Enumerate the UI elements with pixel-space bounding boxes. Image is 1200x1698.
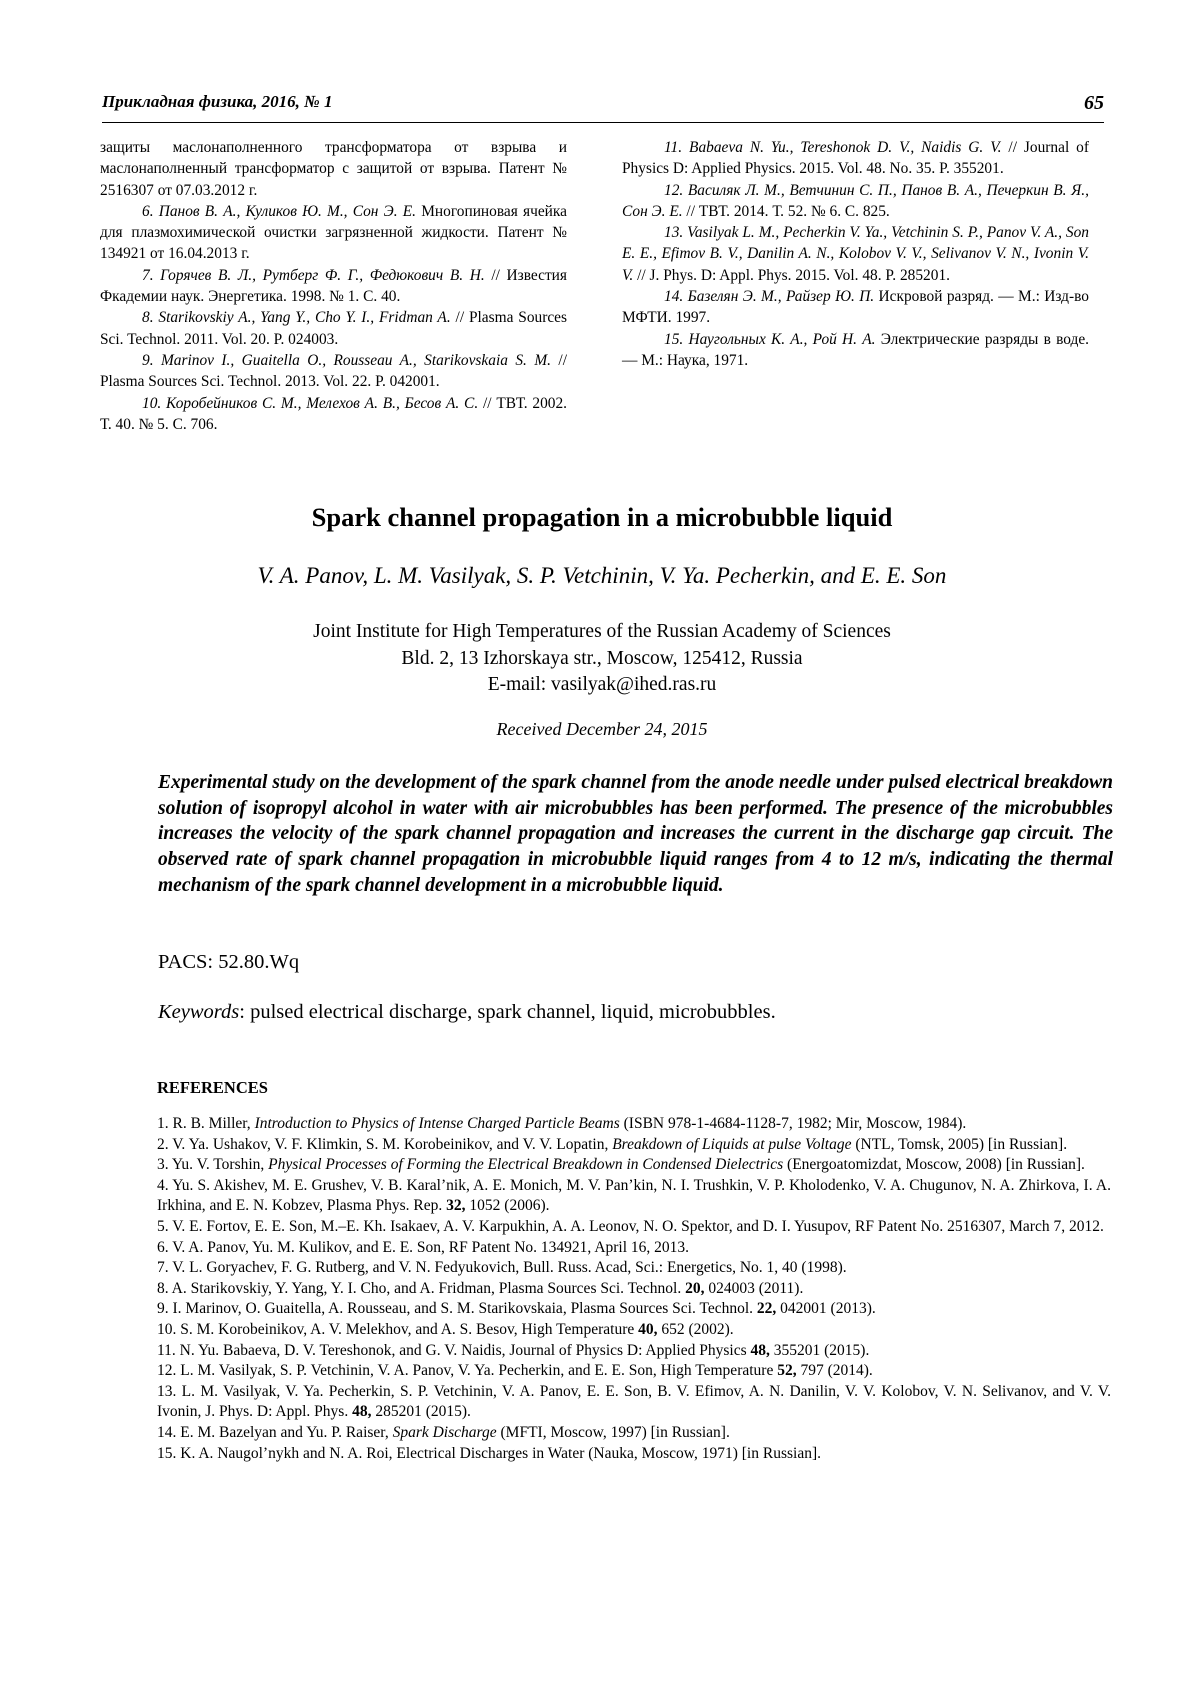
reference-item xyxy=(157,1135,1111,1156)
reference-pre: 12. L. M. Vasilyak, S. P. Vetchinin, V. A. Panov, V. Ya. Pecherkin, and E. E. Son, High Temperature xyxy=(157,1362,778,1380)
reference-bold: 48, xyxy=(352,1403,372,1421)
prev-ref-text: Искровой разряд. — М.: Изд-во МФТИ. 1997. xyxy=(622,288,1089,327)
references-list xyxy=(157,1114,1111,1464)
reference-pre: 5. V. E. Fortov, E. E. Son, M.–E. Kh. Isakaev, A. V. Karpukhin, A. A. Leonov, N. O. Spektor, and D. I. Yusupov, RF Patent No. 2516307, March 7, 2012. xyxy=(157,1217,1104,1235)
reference-item xyxy=(157,1258,1111,1279)
reference-pre: 14. E. M. Bazelyan and Yu. P. Raiser, xyxy=(157,1423,393,1441)
reference-item xyxy=(157,1176,1111,1217)
reference-pre: 8. A. Starikovskiy, Y. Yang, Y. I. Cho, and A. Fridman, Plasma Sources Sci. Technol. xyxy=(157,1279,686,1297)
received-date: Received December 24, 2015 xyxy=(496,719,708,739)
prev-ref-text: // ТВТ. 2014. Т. 52. № 6. С. 825. xyxy=(682,202,890,220)
reference-pre: 6. V. A. Panov, Yu. M. Kulikov, and E. E. Son, RF Patent No. 134921, April 16, 2013. xyxy=(157,1238,690,1256)
reference-post: 652 (2002). xyxy=(657,1320,734,1338)
prev-ref-item xyxy=(100,350,567,393)
reference-item xyxy=(157,1382,1111,1423)
prev-ref-item xyxy=(622,137,1089,180)
prev-ref-item xyxy=(100,393,567,436)
prev-ref-text: Многопиновая ячейка для плазмохимической очистки загрязненной жидкости. Патент № 134921 от 16.04.2013 г. xyxy=(100,202,567,263)
reference-pre: 7. V. L. Goryachev, F. G. Rutberg, and V. N. Fedyukovich, Bull. Russ. Acad, Sci.: Energetics, No. 1, 40 (1998). xyxy=(157,1259,847,1277)
article-title: Spark channel propagation in a microbubble liquid xyxy=(311,502,893,532)
reference-bold: 32, xyxy=(446,1197,466,1215)
reference-it: Physical Processes of Forming the Electrical Breakdown in Condensed Dielectrics xyxy=(268,1156,784,1174)
reference-item xyxy=(157,1217,1111,1238)
prev-ref-item xyxy=(622,329,1089,372)
keywords-text: : pulsed electrical discharge, spark channel, liquid, microbubbles. xyxy=(239,1001,776,1023)
header-rule xyxy=(102,122,1104,123)
reference-pre: 3. Yu. V. Torshin, xyxy=(157,1156,269,1174)
affiliation-email: E-mail: vasilyak@ihed.ras.ru xyxy=(487,674,717,695)
prev-ref-text: // Plasma Sources Sci. Technol. 2011. Vol. 20. P. 024003. xyxy=(100,309,567,348)
reference-post: (ISBN 978-1-4684-1128-7, 1982; Mir, Moscow, 1984). xyxy=(619,1115,967,1132)
reference-item xyxy=(157,1238,1111,1259)
prev-ref-authors: 11. Babaeva N. Yu., Tereshonok D. V., Naidis G. V. xyxy=(664,139,1002,156)
prev-ref-item xyxy=(622,180,1089,223)
reference-bold: 52, xyxy=(777,1362,797,1380)
reference-item xyxy=(157,1423,1111,1444)
reference-post: 285201 (2015). xyxy=(371,1403,471,1421)
reference-item xyxy=(157,1320,1111,1341)
reference-post: 042001 (2013). xyxy=(776,1300,876,1318)
reference-it: Spark Discharge xyxy=(392,1423,497,1441)
reference-item xyxy=(157,1279,1111,1300)
prev-ref-item xyxy=(100,201,567,265)
prev-ref-authors: 10. Коробейников С. М., Мелехов А. В., Бесов А. С. xyxy=(142,394,479,412)
abstract: Experimental study on the development of the spark channel from the anode needle under pulsed electrical breakdown solution of isopropyl alcohol in water with air microbubbles has been performed. The presence of the microbubbles increases the velocity of the spark channel propagation and increases the current in the discharge gap circuit. The observed rate of spark channel propagation in microbubble liquid ranges from 4 to 12 m/s, indicating the thermal mechanism of the spark channel development in a microbubble liquid. xyxy=(158,772,1113,896)
reference-post: 797 (2014). xyxy=(796,1362,873,1380)
reference-post: 1052 (2006). xyxy=(465,1197,550,1215)
prev-ref-authors: 9. Marinov I., Guaitella O., Rousseau A., Starikovskaia S. M. xyxy=(142,351,551,369)
journal-title: Прикладная физика, 2016, № 1 xyxy=(102,92,333,111)
article-authors: V. A. Panov, L. M. Vasilyak, S. P. Vetchinin, V. Ya. Pecherkin, and E. E. Son xyxy=(257,563,947,588)
prev-ref-authors: 7. Горячев В. Л., Рутберг Ф. Г., Федюкович В. Н. xyxy=(142,266,485,284)
reference-pre: 1. R. B. Miller, xyxy=(157,1115,255,1132)
prev-ref-text: // Journal of Physics D: Applied Physics. 2015. Vol. 48. No. 35. P. 355201. xyxy=(622,139,1089,178)
prev-ref-item xyxy=(100,265,567,308)
prev-ref-authors: 13. Vasilyak L. M., Pecherkin V. Ya., Vetchinin S. P., Panov V. A., Son E. E., Efimov B. V., Danilin A. N., Kolobov V. V., Selivanov V. N., Ivonin V. V. xyxy=(622,224,1089,284)
reference-post: (NTL, Tomsk, 2005) [in Russian]. xyxy=(851,1135,1068,1153)
reference-pre: 4. Yu. S. Akishev, M. E. Grushev, V. B. Karal’nik, A. E. Monich, M. V. Pan’kin, N. I. Trushkin, V. P. Kholodenko, V. A. Chugunov, N. A. Zhirkova, I. A. Irkhina, and E. N. Kobzev, Plasma Phys. Rep. xyxy=(157,1176,1111,1215)
reference-post: 024003 (2011). xyxy=(704,1279,804,1297)
prev-ref-text: // Известия Фкадемии наук. Энергетика. 1998. № 1. С. 40. xyxy=(100,266,567,306)
reference-bold: 48, xyxy=(750,1341,770,1359)
prev-ref-continuation xyxy=(100,137,567,201)
prev-ref-authors: 6. Панов В. А., Куликов Ю. М., Сон Э. Е. xyxy=(142,202,417,220)
prev-ref-item xyxy=(100,307,567,350)
prev-ref-authors: 8. Starikovskiy A., Yang Y., Cho Y. I., Fridman A. xyxy=(142,309,451,327)
reference-post: (Energoatomizdat, Moscow, 2008) [in Russian]. xyxy=(783,1156,1085,1174)
keywords-label: Keywords xyxy=(158,1001,240,1023)
keywords xyxy=(158,1001,776,1024)
prev-ref-text: защиты маслонаполненного трансформатора от взрыва и маслонаполненный трансформатор с защитой от взрыва. Патент № 2516307 от 07.03.2012 г. xyxy=(100,139,567,199)
prev-ref-text: // ТВТ. 2002. Т. 40. № 5. С. 706. xyxy=(100,394,567,433)
affiliation-institute: Joint Institute for High Temperatures of the Russian Academy of Sciences xyxy=(313,621,891,642)
previous-references-right-column xyxy=(622,137,1089,371)
reference-item xyxy=(157,1114,1111,1135)
affiliation-address: Bld. 2, 13 Izhorskaya str., Moscow, 125412, Russia xyxy=(401,647,803,669)
reference-pre: 2. V. Ya. Ushakov, V. F. Klimkin, S. M. Korobeinikov, and V. V. Lopatin, xyxy=(157,1135,613,1153)
prev-ref-text: Электрические разряды в воде. — М.: Наука, 1971. xyxy=(622,330,1089,369)
reference-item xyxy=(157,1444,1111,1465)
reference-bold: 20, xyxy=(685,1279,705,1297)
reference-pre: 15. K. A. Naugol’nykh and N. A. Roi, Electrical Discharges in Water (Nauka, Moscow, 1971) [in Russian]. xyxy=(157,1444,821,1462)
reference-post: (MFTI, Moscow, 1997) [in Russian]. xyxy=(496,1423,730,1441)
prev-ref-authors: 14. Базелян Э. М., Райзер Ю. П. xyxy=(664,288,875,306)
reference-pre: 9. I. Marinov, O. Guaitella, A. Rousseau, and S. M. Starikovskaia, Plasma Sources Sci. Technol. xyxy=(157,1300,757,1318)
prev-ref-item xyxy=(622,286,1089,329)
reference-pre: 13. L. M. Vasilyak, V. Ya. Pecherkin, S. P. Vetchinin, V. A. Panov, E. E. Son, B. V. Efimov, A. N. Danilin, V. V. Kolobov, V. N. Selivanov, and V. V. Ivonin, J. Phys. D: Appl. Phys. xyxy=(157,1382,1111,1421)
reference-bold: 40, xyxy=(638,1320,658,1338)
reference-item xyxy=(157,1155,1111,1176)
pacs: PACS: 52.80.Wq xyxy=(158,951,300,973)
prev-ref-item xyxy=(622,222,1089,286)
page-number: 65 xyxy=(1084,92,1104,114)
previous-references-left-column xyxy=(100,137,567,435)
reference-item xyxy=(157,1299,1111,1320)
reference-pre: 10. S. M. Korobeinikov, A. V. Melekhov, and A. S. Besov, High Temperature xyxy=(157,1320,639,1338)
reference-bold: 22, xyxy=(756,1300,777,1318)
affiliation xyxy=(100,619,1104,699)
prev-ref-text: // Plasma Sources Sci. Technol. 2013. Vol. 22. P. 042001. xyxy=(100,351,567,391)
reference-item xyxy=(157,1341,1111,1362)
references-heading: REFERENCES xyxy=(157,1078,268,1097)
prev-ref-authors: 15. Наугольных К. А., Рой Н. А. xyxy=(664,330,876,348)
reference-it: Introduction to Physics of Intense Charged Particle Beams xyxy=(254,1115,620,1132)
running-header xyxy=(102,92,1104,122)
reference-pre: 11. N. Yu. Babaeva, D. V. Tereshonok, and G. V. Naidis, Journal of Physics D: Applied Physics xyxy=(157,1341,751,1359)
reference-post: 355201 (2015). xyxy=(769,1341,870,1359)
prev-ref-text: // J. Phys. D: Appl. Phys. 2015. Vol. 48. P. 285201. xyxy=(633,266,950,284)
prev-ref-authors: 12. Василяк Л. М., Ветчинин С. П., Панов В. А., Печеркин В. Я., Сон Э. Е. xyxy=(622,181,1089,220)
reference-it: Breakdown of Liquids at pulse Voltage xyxy=(612,1135,852,1153)
reference-item xyxy=(157,1361,1111,1382)
